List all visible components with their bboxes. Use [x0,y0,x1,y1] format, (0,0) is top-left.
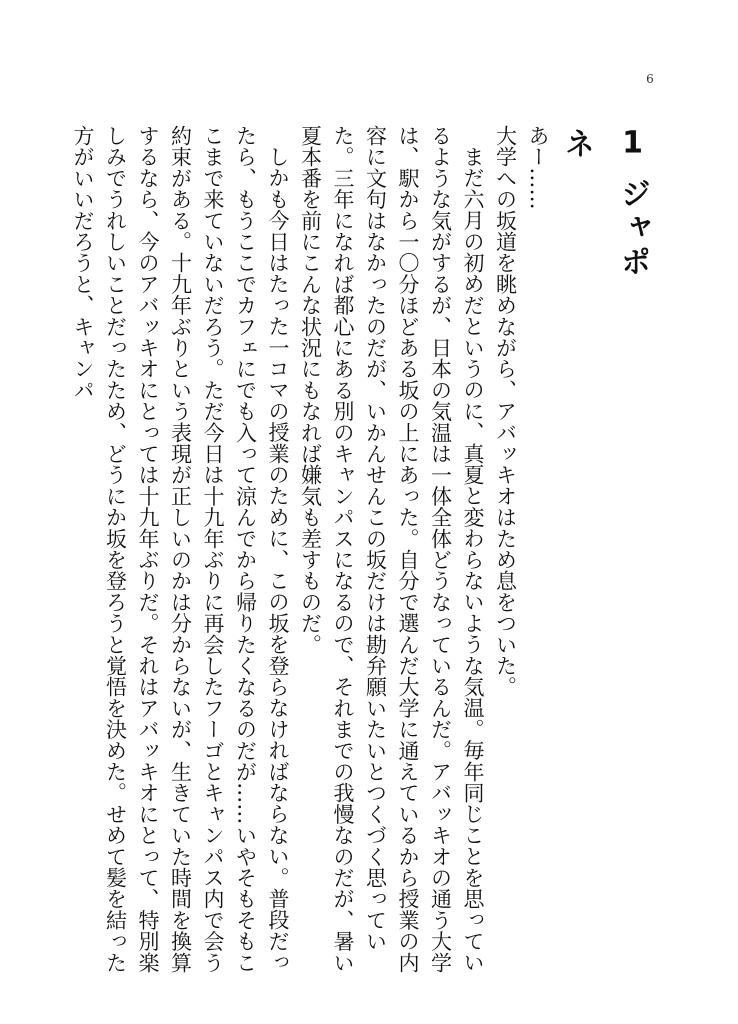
chapter-number: 1 [622,128,643,158]
paragraph: 大学への坂道を眺めながら、アバッキオはため息をついた。 [493,125,518,698]
page-number: 6 [646,72,654,86]
paragraph: あー…… [526,125,550,210]
paragraph: まだ六月の初めだというのに、真夏と変わらないような気温。毎年同じことを思っているような気がするが、日本の気温は一体全体どうなっているんだ。アバッキオの通う大学は、駅から一〇分ほどある坂の上にあった。自分で選んだ大学に通えているから授業の内容に文句はなかったのだが、いかんせんこの坂だけは勘弁願いたいとつくづく思っていた。三年になれば都心にある別のキャンパスになるので、それまでの我慢なのだが、暑い夏本番を前にこんな状況にもなれば嫌気も差すものだ。 [298,125,485,973]
chapter-title: ジャポネ [559,128,650,280]
chapter-heading [559,128,660,288]
paragraph: しかも今日はたった一コマの授業のために、この坂を登らなければならない。普段だったら、もうここでカフェにでも入って涼んでから帰りたくなるのだが……いやそもそもここまで来ていないだろう。ただ今日は十九年ぶりに再会したフーゴとキャンパス内で会う約束がある。十九年ぶりという表現が正しいのかは分からないが、生きていた時間を換算するなら、今のアバッキオにとっては十九年ぶりだ。それはアバッキオにとって、特別楽しみでうれしいことだったため、どうにか坂を登ろうと覚悟を決めた。せめて髪を結った方がいいだろうと、キャンパ [71,125,290,973]
body-text [71,125,554,985]
